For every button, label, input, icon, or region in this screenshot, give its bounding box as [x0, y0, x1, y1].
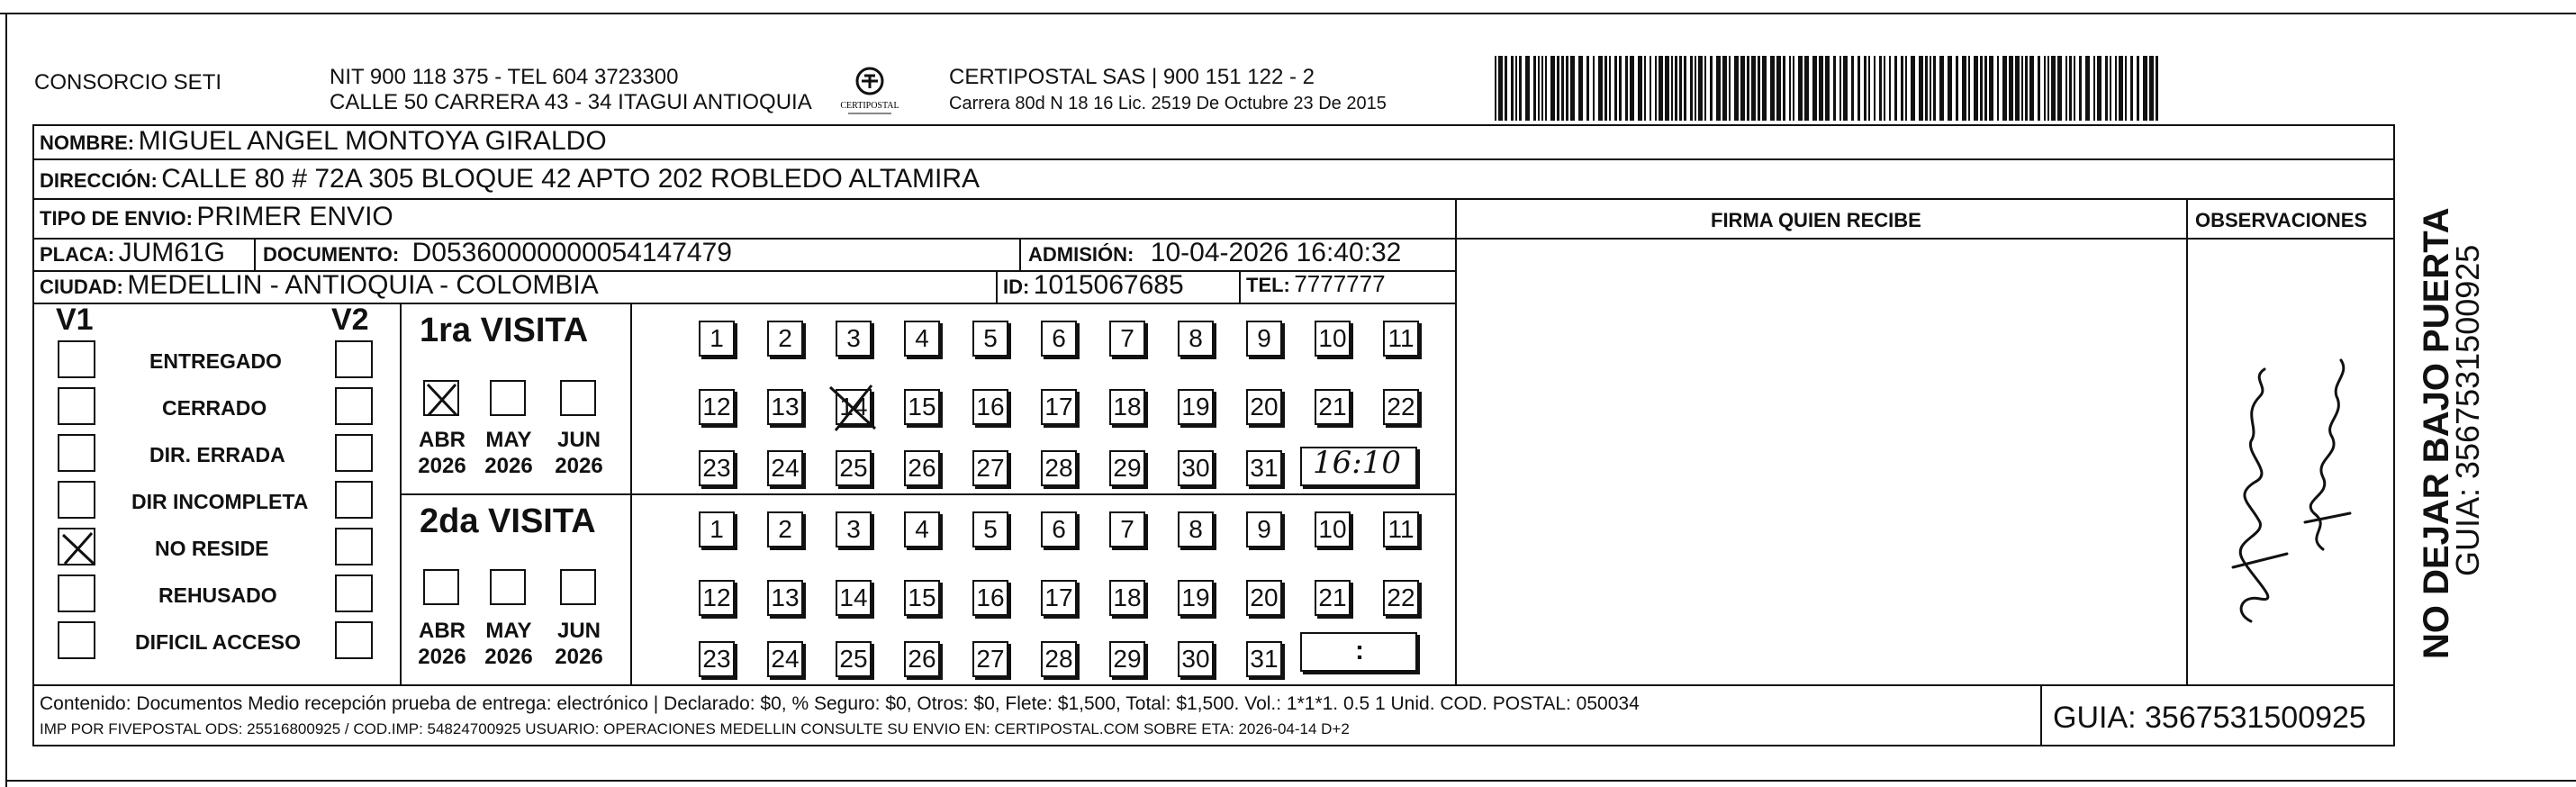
placa-label: PLACA: — [40, 243, 115, 266]
row-line-5 — [32, 303, 1455, 304]
second-visit-day-21[interactable]: 21 — [1315, 580, 1351, 616]
second-visit-day-4[interactable]: 4 — [904, 511, 940, 547]
v1-checkbox-dificil-acceso[interactable] — [58, 621, 95, 659]
v2-checkbox-dir-errada[interactable] — [335, 434, 373, 472]
first-visit-day-8[interactable]: 8 — [1178, 321, 1214, 357]
second-visit-day-2[interactable]: 2 — [767, 511, 803, 547]
left-edge-line — [5, 13, 7, 787]
visit-inner-line — [630, 303, 632, 684]
first-visit-day-7[interactable]: 7 — [1109, 321, 1145, 357]
v2-checkbox-dir-incompleta[interactable] — [335, 481, 373, 519]
nit-line: NIT 900 118 375 - TEL 604 3723300 — [330, 65, 679, 89]
status-label-cerrado: CERRADO — [162, 396, 267, 420]
first-visit-day-11[interactable]: 11 — [1383, 321, 1419, 357]
certipostal-line: CERTIPOSTAL SAS | 900 151 122 - 2 — [949, 65, 1315, 89]
v1-checkbox-no-reside[interactable] — [58, 528, 95, 565]
first-visit-month-jun-label: JUN 2026 — [555, 428, 603, 478]
nombre-row — [40, 126, 607, 157]
first-visit-day-6[interactable]: 6 — [1041, 321, 1077, 357]
certipostal-logo — [834, 65, 906, 119]
checked-mark-icon — [425, 382, 461, 418]
tipo-value: PRIMER ENVIO — [196, 202, 393, 231]
second-visit-day-28[interactable]: 28 — [1041, 641, 1077, 677]
v1-checkbox-rehusado[interactable] — [58, 574, 95, 612]
first-visit-day-4[interactable]: 4 — [904, 321, 940, 357]
first-visit-month-may[interactable] — [490, 380, 526, 416]
second-visit-day-27[interactable]: 27 — [972, 641, 1008, 677]
first-visit-day-21[interactable]: 21 — [1315, 389, 1351, 425]
second-visit-day-20[interactable]: 20 — [1246, 580, 1282, 616]
second-visit-month-may[interactable] — [490, 569, 526, 605]
v1-checkbox-cerrado[interactable] — [58, 387, 95, 425]
second-visit-day-1[interactable]: 1 — [699, 511, 735, 547]
first-visit-day-28[interactable]: 28 — [1041, 450, 1077, 486]
second-visit-day-17[interactable]: 17 — [1041, 580, 1077, 616]
first-visit-day-3[interactable]: 3 — [836, 321, 872, 357]
first-visit-month-may-label: MAY 2026 — [484, 428, 533, 478]
v2-label: V2 — [331, 303, 369, 337]
second-visit-day-11[interactable]: 11 — [1383, 511, 1419, 547]
v1-checkbox-entregado[interactable] — [58, 340, 95, 378]
visit-divider-line — [400, 493, 1455, 495]
nombre-value: MIGUEL ANGEL MONTOYA GIRALDO — [138, 126, 607, 156]
observaciones-label: OBSERVACIONES — [2195, 209, 2368, 231]
company-name: CONSORCIO SETI — [34, 70, 222, 95]
top-edge-line — [0, 13, 2576, 14]
documento-field — [263, 238, 732, 268]
second-visit-day-6[interactable]: 6 — [1041, 511, 1077, 547]
placa-value: JUM61G — [118, 238, 225, 267]
first-visit-day-23[interactable]: 23 — [699, 450, 735, 486]
bottom-edge-line — [5, 780, 2576, 782]
license-line: Carrera 80d N 18 16 Lic. 2519 De Octubre 23 De 2015 — [949, 94, 1387, 113]
second-visit-day-14[interactable]: 14 — [836, 580, 872, 616]
first-visit-day-9[interactable]: 9 — [1246, 321, 1282, 357]
firma-left-line — [1455, 198, 1457, 684]
footer-contenido: Contenido: Documentos Medio recepción prueba de entrega: electrónico | Declarado: $0, % Seguro: $0, Otros: $0, Flete: $1,500, Total: $1,500. Vol.: 1*1*1. 0.5 1 Unid. COD. POSTAL: 050034 — [40, 693, 1640, 714]
first-visit-day-27[interactable]: 27 — [972, 450, 1008, 486]
second-visit-day-23[interactable]: 23 — [699, 641, 735, 677]
second-visit-day-24[interactable]: 24 — [767, 641, 803, 677]
firma-label: FIRMA QUIEN RECIBE — [1711, 209, 1921, 231]
second-visit-day-7[interactable]: 7 — [1109, 511, 1145, 547]
v1-checkbox-dir-errada[interactable] — [58, 434, 95, 472]
status-label-no-reside: NO RESIDE — [155, 537, 269, 560]
first-visit-title: 1ra VISITA — [420, 312, 589, 349]
admision-label: ADMISIÓN: — [1028, 243, 1134, 266]
ciudad-field — [40, 270, 599, 301]
first-visit-day-2[interactable]: 2 — [767, 321, 803, 357]
ciudad-label: CIUDAD: — [40, 276, 123, 298]
checked-mark-icon — [827, 380, 881, 434]
second-visit-day-30[interactable]: 30 — [1178, 641, 1214, 677]
second-visit-day-18[interactable]: 18 — [1109, 580, 1145, 616]
second-visit-day-22[interactable]: 22 — [1383, 580, 1419, 616]
first-visit-day-29[interactable]: 29 — [1109, 450, 1145, 486]
first-visit-day-14[interactable]: 14 — [836, 389, 872, 425]
tel-value: 7777777 — [1294, 270, 1386, 297]
tipo-row — [40, 202, 393, 232]
status-label-rehusado: REHUSADO — [158, 583, 277, 607]
documento-label: DOCUMENTO: — [263, 243, 400, 266]
id-divider — [996, 270, 998, 303]
second-visit-month-may-label: MAY 2026 — [484, 619, 533, 669]
second-visit-day-16[interactable]: 16 — [972, 580, 1008, 616]
tipo-label: TIPO DE ENVIO: — [40, 207, 193, 230]
v2-checkbox-entregado[interactable] — [335, 340, 373, 378]
nombre-label: NOMBRE: — [40, 131, 135, 154]
first-visit-day-10[interactable]: 10 — [1315, 321, 1351, 357]
footer-imp: IMP POR FIVEPOSTAL ODS: 25516800925 / COD.IMP: 54824700925 USUARIO: OPERACIONES MEDELLIN CONSULTE SU ENVIO EN: CERTIPOSTAL.COM SOBRE ETA: 2026-04-14 D+2 — [40, 720, 1350, 737]
first-visit-day-16[interactable]: 16 — [972, 389, 1008, 425]
svg-text:CERTIPOSTAL: CERTIPOSTAL — [840, 101, 899, 111]
first-visit-day-15[interactable]: 15 — [904, 389, 940, 425]
second-visit-day-9[interactable]: 9 — [1246, 511, 1282, 547]
second-visit-month-jun-label: JUN 2026 — [555, 619, 603, 669]
documento-value: D05360000000054147479 — [411, 238, 732, 267]
no-dejar-bajo-puerta: NO DEJAR BAJO PUERTA — [2417, 207, 2456, 659]
direccion-row — [40, 164, 980, 194]
first-visit-day-17[interactable]: 17 — [1041, 389, 1077, 425]
first-visit-day-20[interactable]: 20 — [1246, 389, 1282, 425]
side-guia: GUIA: 3567531500925 — [2449, 244, 2486, 576]
recipient-signature — [2197, 342, 2368, 639]
status-label-entregado: ENTREGADO — [149, 349, 282, 373]
id-label: ID: — [1003, 276, 1030, 298]
row-line-1 — [32, 158, 2395, 160]
second-visit-title: 2da VISITA — [420, 502, 596, 540]
admision-value: 10-04-2026 16:40:32 — [1150, 238, 1402, 267]
v2-checkbox-cerrado[interactable] — [335, 387, 373, 425]
barcode — [1495, 56, 2159, 121]
first-visit-day-1[interactable]: 1 — [699, 321, 735, 357]
footer-guia: GUIA: 3567531500925 — [2053, 701, 2366, 735]
first-visit-day-30[interactable]: 30 — [1178, 450, 1214, 486]
second-visit-day-26[interactable]: 26 — [904, 641, 940, 677]
obs-left-line — [2186, 198, 2188, 684]
v2-checkbox-dificil-acceso[interactable] — [335, 621, 373, 659]
second-visit-day-8[interactable]: 8 — [1178, 511, 1214, 547]
admision-field — [1028, 238, 1401, 268]
first-visit-day-22[interactable]: 22 — [1383, 389, 1419, 425]
second-visit-day-13[interactable]: 13 — [767, 580, 803, 616]
first-visit-day-13[interactable]: 13 — [767, 389, 803, 425]
first-visit-day-19[interactable]: 19 — [1178, 389, 1214, 425]
checked-mark-icon — [59, 529, 97, 567]
admision-divider — [1019, 238, 1021, 270]
address-line: CALLE 50 CARRERA 43 - 34 ITAGUI ANTIOQUIA — [330, 90, 812, 114]
v1-label: V1 — [56, 303, 94, 337]
status-label-dir-errada: DIR. ERRADA — [149, 443, 285, 466]
first-visit-day-12[interactable]: 12 — [699, 389, 735, 425]
first-visit-day-26[interactable]: 26 — [904, 450, 940, 486]
second-visit-day-10[interactable]: 10 — [1315, 511, 1351, 547]
second-visit-day-29[interactable]: 29 — [1109, 641, 1145, 677]
id-field — [1003, 270, 1184, 301]
v2-checkbox-no-reside[interactable] — [335, 528, 373, 565]
second-visit-day-5[interactable]: 5 — [972, 511, 1008, 547]
direccion-label: DIRECCIÓN: — [40, 169, 158, 192]
tel-label: TEL: — [1246, 274, 1290, 296]
row-line-2 — [32, 198, 2395, 200]
tel-field — [1246, 270, 1386, 298]
second-visit-time-value: : — [1355, 636, 1364, 665]
first-visit-day-18[interactable]: 18 — [1109, 389, 1145, 425]
second-visit-day-3[interactable]: 3 — [836, 511, 872, 547]
placa-divider — [254, 238, 256, 270]
status-label-dificil-acceso: DIFICIL ACCESO — [135, 630, 302, 654]
second-visit-day-15[interactable]: 15 — [904, 580, 940, 616]
first-visit-month-abr[interactable] — [423, 380, 459, 416]
first-visit-day-5[interactable]: 5 — [972, 321, 1008, 357]
second-visit-day-12[interactable]: 12 — [699, 580, 735, 616]
first-visit-day-31[interactable]: 31 — [1246, 450, 1282, 486]
second-visit-day-25[interactable]: 25 — [836, 641, 872, 677]
second-visit-day-31[interactable]: 31 — [1246, 641, 1282, 677]
second-visit-month-jun[interactable] — [560, 569, 596, 605]
placa-field — [40, 238, 225, 268]
v2-checkbox-rehusado[interactable] — [335, 574, 373, 612]
first-visit-month-abr-label: ABR 2026 — [418, 428, 466, 478]
first-visit-month-jun[interactable] — [560, 380, 596, 416]
id-value: 1015067685 — [1033, 270, 1184, 300]
first-visit-time-value: 16:10 — [1313, 445, 1401, 481]
first-visit-day-25[interactable]: 25 — [836, 450, 872, 486]
ciudad-value: MEDELLIN - ANTIOQUIA - COLOMBIA — [127, 270, 599, 300]
status-label-dir-incompleta: DIR INCOMPLETA — [131, 490, 309, 513]
tel-divider — [1239, 270, 1241, 303]
second-visit-day-19[interactable]: 19 — [1178, 580, 1214, 616]
v1-checkbox-dir-incompleta[interactable] — [58, 481, 95, 519]
footer-guia-divider — [2040, 684, 2042, 746]
second-visit-month-abr[interactable] — [423, 569, 459, 605]
first-visit-day-24[interactable]: 24 — [767, 450, 803, 486]
direccion-value: CALLE 80 # 72A 305 BLOQUE 42 APTO 202 ROBLEDO ALTAMIRA — [161, 164, 981, 194]
second-visit-month-abr-label: ABR 2026 — [418, 619, 466, 669]
